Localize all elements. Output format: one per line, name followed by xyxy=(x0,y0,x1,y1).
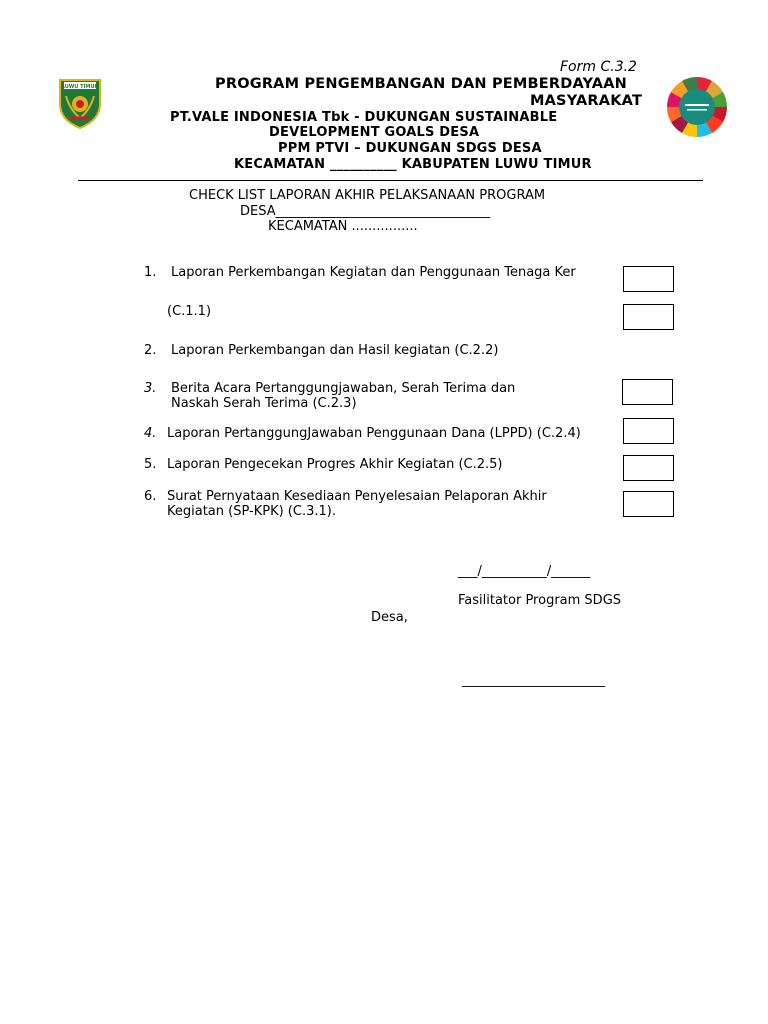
item-6-text-line1: Surat Pernyataan Kesediaan Penyelesaian Pelaporan Akhir xyxy=(167,489,547,504)
item-3-text-line2: Naskah Serah Terima (C.2.3) xyxy=(171,396,357,411)
header-divider xyxy=(78,180,703,181)
header-subtitle-line1: PT.VALE INDONESIA Tbk - DUKUNGAN SUSTAINABLE xyxy=(170,110,558,125)
item-4-checkbox[interactable] xyxy=(623,418,674,444)
item-5-number: 5. xyxy=(144,457,157,472)
signature-date-line: ___/__________/______ xyxy=(458,564,591,579)
header-subtitle-line3: PPM PTVI – DUKUNGAN SDGS DESA xyxy=(278,141,542,156)
item-5-checkbox[interactable] xyxy=(623,455,674,481)
item-2-text: Laporan Perkembangan dan Hasil kegiatan (C.2.2) xyxy=(171,343,499,358)
checklist-title: CHECK LIST LAPORAN AKHIR PELAKSANAAN PROGRAM xyxy=(189,188,546,203)
item-5-text: Laporan Pengecekan Progres Akhir Kegiatan (C.2.5) xyxy=(167,457,503,472)
header-title-line1: PROGRAM PENGEMBANGAN DAN PEMBERDAYAAN xyxy=(215,76,627,92)
item-1-checkbox-b[interactable] xyxy=(623,304,674,330)
item-6-checkbox[interactable] xyxy=(623,491,674,517)
item-4-text: Laporan PertanggungJawaban Penggunaan Dana (LPPD) (C.2.4) xyxy=(167,426,581,441)
logo-left-text: LUWU TIMUR xyxy=(61,83,99,90)
luwu-timur-logo xyxy=(56,74,104,130)
sdgs-wheel-logo xyxy=(666,76,728,138)
checklist-desa: DESA_________________________________ xyxy=(240,204,491,219)
item-2-number: 2. xyxy=(144,343,157,358)
item-4-number: 4. xyxy=(144,426,157,441)
checklist-kecamatan: KECAMATAN ................ xyxy=(268,219,418,234)
item-3-checkbox[interactable] xyxy=(622,379,673,405)
item-1-number: 1. xyxy=(144,265,157,280)
signature-role-line1: Fasilitator Program SDGS xyxy=(458,593,622,608)
item-1-code: (C.1.1) xyxy=(167,304,212,319)
header-title-line2: MASYARAKAT xyxy=(530,93,643,109)
item-3-text-line1: Berita Acara Pertanggungjawaban, Serah Terima dan xyxy=(171,381,516,396)
item-1-checkbox-a[interactable] xyxy=(623,266,674,292)
signature-role-line2: Desa, xyxy=(371,610,408,625)
item-6-number: 6. xyxy=(144,489,157,504)
header-subtitle-line4: KECAMATAN __________ KABUPATEN LUWU TIMUR xyxy=(234,157,592,172)
form-code: Form C.3.2 xyxy=(560,59,637,75)
item-1-text: Laporan Perkembangan Kegiatan dan Penggunaan Tenaga Ker xyxy=(171,265,576,280)
header-subtitle-line2: DEVELOPMENT GOALS DESA xyxy=(269,125,480,140)
signature-line: ______________________ xyxy=(462,673,605,688)
item-6-text-line2: Kegiatan (SP-KPK) (C.3.1). xyxy=(167,504,336,519)
item-3-number: 3. xyxy=(144,381,157,396)
